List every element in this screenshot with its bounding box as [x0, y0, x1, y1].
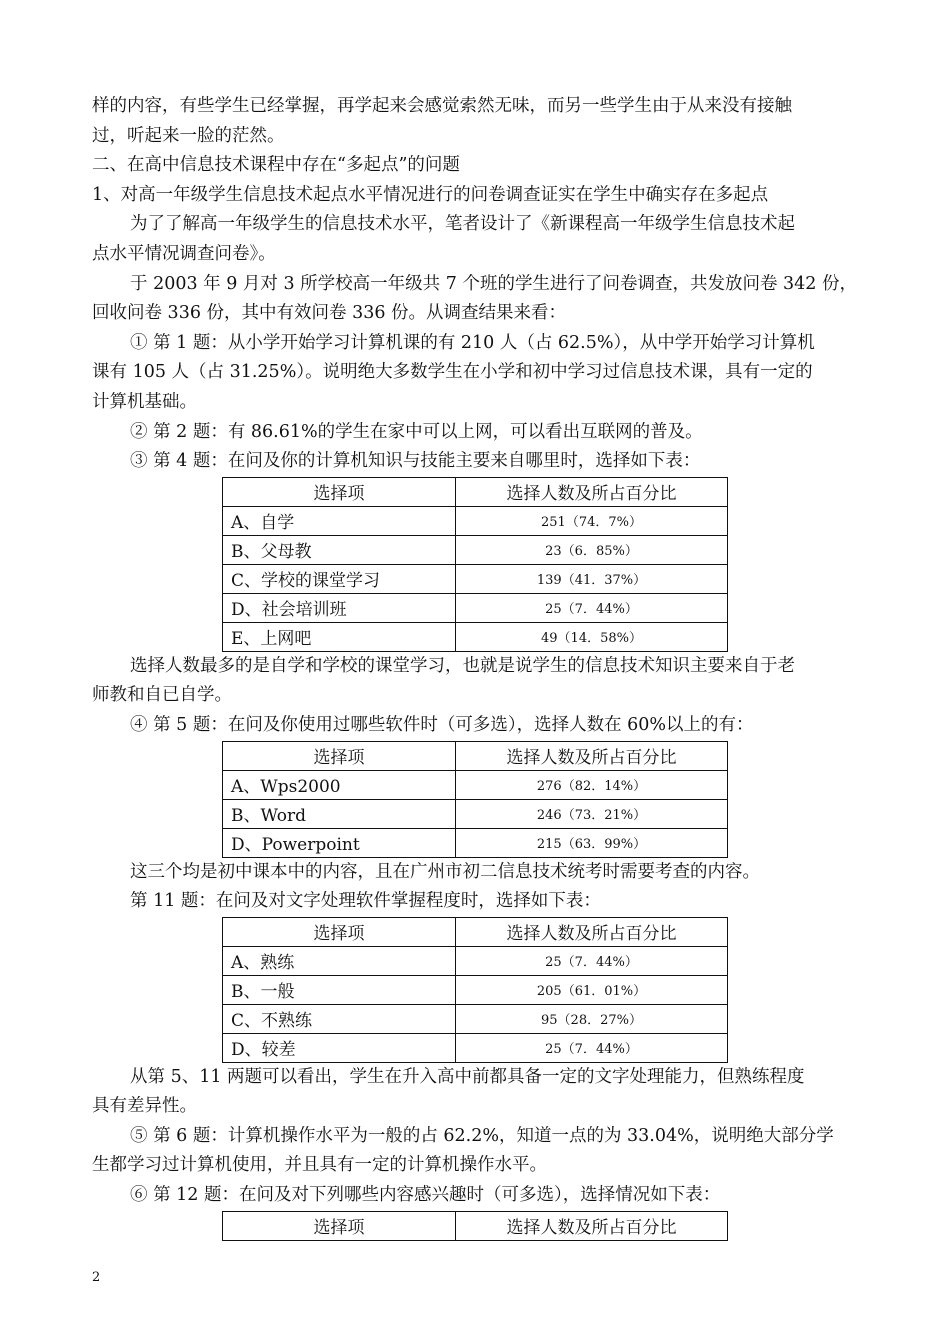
survey-table — [222, 477, 728, 652]
text-line: 从第 5、11 两题可以看出，学生在升入高中前都具备一定的文字处理能力，但熟练程度 — [130, 1066, 805, 1087]
table-row — [223, 593, 728, 622]
page-number: 2 — [92, 1270, 101, 1285]
text-line: 具有差异性。 — [92, 1096, 197, 1117]
survey-table — [222, 1211, 728, 1241]
survey-table — [222, 917, 728, 1063]
count-percent-cell: 276（82．14%） — [456, 770, 728, 799]
table-row — [223, 975, 728, 1004]
count-percent-cell: 25（7．44%） — [456, 946, 728, 975]
text-line: 选择人数最多的是自学和学校的课堂学习，也就是说学生的信息技术知识主要来自于老 — [130, 655, 795, 676]
table-row — [223, 799, 728, 828]
text-line: 生都学习过计算机使用，并且具有一定的计算机操作水平。 — [92, 1155, 547, 1176]
text-line: 回收问卷 336 份，其中有效问卷 336 份。从调查结果来看： — [92, 303, 567, 324]
option-cell: D、Powerpoint — [223, 828, 456, 857]
option-cell: A、自学 — [223, 506, 456, 535]
table-header-cell: 选择项 — [223, 741, 456, 770]
table-header-row — [223, 477, 728, 506]
count-percent-cell: 215（63．99%） — [456, 828, 728, 857]
option-cell: E、上网吧 — [223, 622, 456, 651]
table-header-cell: 选择项 — [223, 1211, 456, 1240]
count-percent-cell: 246（73．21%） — [456, 799, 728, 828]
table-row — [223, 506, 728, 535]
text-line: 为了了解高一年级学生的信息技术水平，笔者设计了《新课程高一年级学生信息技术起 — [130, 214, 795, 235]
text-line: ④ 第 5 题：在问及你使用过哪些软件时（可多选），选择人数在 60%以上的有： — [130, 714, 754, 735]
text-line: 这三个均是初中课本中的内容，且在广州市初二信息技术统考时需要考查的内容。 — [130, 861, 760, 882]
table-row — [223, 1004, 728, 1033]
text-line: ⑥ 第 12 题：在问及对下列哪些内容感兴趣时（可多选），选择情况如下表： — [130, 1185, 721, 1206]
option-cell: B、Word — [223, 799, 456, 828]
table-row — [223, 622, 728, 651]
table-row — [223, 535, 728, 564]
option-cell: A、熟练 — [223, 946, 456, 975]
option-cell: C、不熟练 — [223, 1004, 456, 1033]
table-row — [223, 828, 728, 857]
text-line: ① 第 1 题：从小学开始学习计算机课的有 210 人（占 62.5%），从中学开始学习计算机 — [130, 332, 815, 353]
text-line: 样的内容，有些学生已经掌握，再学起来会感觉索然无味，而另一些学生由于从来没有接触 — [92, 96, 792, 116]
table-row — [223, 564, 728, 593]
table-header-cell: 选择人数及所占百分比 — [456, 477, 728, 506]
table-row — [223, 946, 728, 975]
text-line: 第 11 题：在问及对文字处理软件掌握程度时，选择如下表： — [130, 891, 601, 912]
count-percent-cell: 23（6．85%） — [456, 535, 728, 564]
option-cell: A、Wps2000 — [223, 770, 456, 799]
option-cell: B、一般 — [223, 975, 456, 1004]
text-line: 计算机基础。 — [92, 391, 197, 412]
text-line: 师教和自已自学。 — [92, 685, 232, 706]
table-header-cell: 选择项 — [223, 477, 456, 506]
count-percent-cell: 205（61．01%） — [456, 975, 728, 1004]
option-cell: D、社会培训班 — [223, 593, 456, 622]
table-header-cell: 选择项 — [223, 917, 456, 946]
page-content — [92, 92, 860, 1241]
option-cell: C、学校的课堂学习 — [223, 564, 456, 593]
text-line: 课有 105 人（占 31.25%）。说明绝大多数学生在小学和初中学习过信息技术课，具有一定的 — [92, 362, 813, 383]
table-header-cell: 选择人数及所占百分比 — [456, 741, 728, 770]
count-percent-cell: 251（74．7%） — [456, 506, 728, 535]
table-header-row — [223, 1211, 728, 1240]
text-line: 于 2003 年 9 月对 3 所学校高一年级共 7 个班的学生进行了问卷调查，共发放问卷 342 份， — [130, 273, 857, 294]
option-cell: D、较差 — [223, 1033, 456, 1062]
text-line: 1、对高一年级学生信息技术起点水平情况进行的问卷调查证实在学生中确实存在多起点 — [92, 184, 769, 205]
table-row — [223, 1033, 728, 1062]
count-percent-cell: 25（7．44%） — [456, 593, 728, 622]
table-row — [223, 770, 728, 799]
count-percent-cell: 49（14．58%） — [456, 622, 728, 651]
count-percent-cell: 25（7．44%） — [456, 1033, 728, 1062]
text-line: ⑤ 第 6 题：计算机操作水平为一般的占 62.2%，知道一点的为 33.04%，说明绝大部分学 — [130, 1125, 834, 1146]
text-line: 过，听起来一脸的茫然。 — [92, 125, 285, 146]
text-line: ② 第 2 题：有 86.61%的学生在家中可以上网，可以看出互联网的普及。 — [130, 421, 703, 442]
table-header-row — [223, 917, 728, 946]
table-header-cell: 选择人数及所占百分比 — [456, 1211, 728, 1240]
table-header-row — [223, 741, 728, 770]
text-line: 二、在高中信息技术课程中存在“多起点”的问题 — [92, 155, 460, 176]
option-cell: B、父母教 — [223, 535, 456, 564]
text-line: 点水平情况调查问卷》。 — [92, 243, 276, 264]
text-line: ③ 第 4 题：在问及你的计算机知识与技能主要来自哪里时，选择如下表： — [130, 451, 701, 472]
table-header-cell: 选择人数及所占百分比 — [456, 917, 728, 946]
count-percent-cell: 139（41．37%） — [456, 564, 728, 593]
survey-table — [222, 741, 728, 858]
count-percent-cell: 95（28．27%） — [456, 1004, 728, 1033]
